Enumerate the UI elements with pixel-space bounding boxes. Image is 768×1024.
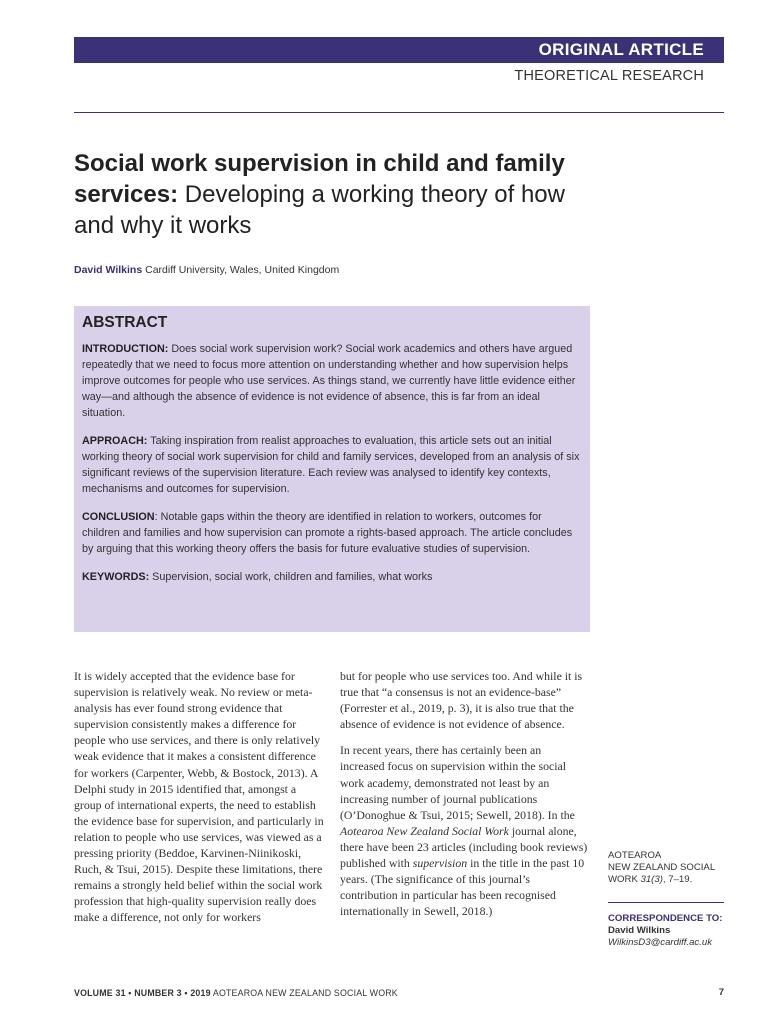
- keywords-text: Supervision, social work, children and families, what works: [149, 571, 433, 583]
- header-divider: [74, 112, 724, 113]
- journal-text: WORK: [608, 874, 641, 885]
- email-text[interactable]: WilkinsD3@cardiff.ac.uk: [608, 937, 713, 948]
- paragraph-text: journal alone, there have been 23 articles (including book reviews) published with: [340, 823, 588, 871]
- body-paragraph: It is widely accepted that the evidence base for supervision is relatively weak. No review or meta-analysis has ever found strong evidence that supervision consistently makes a difference for people who use services, and there is only relatively weak evidence that it makes a consistent difference for workers (Carpenter, Webb, & Bostock, 2013). A Delphi study in 2015 identified that, amongst a group of international experts, the need to establish the evidence base for supervision, and particularly in relation to people who use services, was viewed as a pressing priority (Beddoe, Karvinen-Niinikoski, Ruch, & Tsui, 2015). Despite these limitations, there remains a strongly held belief within the social work profession that high-quality supervision really does make a difference, not only for workers: [74, 669, 324, 925]
- abstract-keywords: [82, 569, 582, 585]
- subsection-label: THEORETICAL RESEARCH: [514, 68, 704, 84]
- journal-citation: [608, 850, 738, 886]
- title-main: Social work supervision in child and family services:: [74, 150, 565, 208]
- journal-line: NEW ZEALAND SOCIAL: [608, 862, 716, 873]
- body-column-right: [340, 668, 588, 929]
- paragraph-text: in the title in the past 10 years. (The significance of this journal’s contribution in particular has been recognised internationally in Sewell, 2018.): [340, 856, 585, 919]
- correspondence-email[interactable]: [608, 937, 738, 949]
- journal-volume: 31(3): [640, 874, 663, 885]
- correspondence-heading: CORRESPONDENCE TO:: [608, 913, 723, 924]
- body-column-left: [74, 668, 326, 936]
- footer-journal: AOTEAROA NEW ZEALAND SOCIAL WORK: [210, 988, 398, 998]
- abstract-heading: ABSTRACT: [82, 314, 168, 331]
- sidebar-divider: [608, 902, 724, 903]
- approach-label: APPROACH:: [82, 435, 148, 447]
- journal-pages: , 7–19.: [662, 874, 693, 885]
- article-title: [74, 148, 594, 241]
- introduction-text: Does social work supervision work? Social work academics and others have argued repeatedly that we need to focus more attention on understanding whether and how supervision helps improve outcomes for people who use services. As things stand, we currently have little evidence either way—and although the absence of evidence is not evidence of absence, this is far from an ideal situation.: [82, 343, 576, 419]
- approach-text: Taking inspiration from realist approaches to evaluation, this article sets out an initial working theory of social work supervision for child and family services, developed from an analysis of six significant reviews of the supervision literature. Each review was analysed to identify key contexts, mechanisms and outcomes for supervision.: [82, 435, 580, 495]
- body-paragraph: [340, 742, 588, 919]
- footer-volume: VOLUME 31 • NUMBER 3 • 2019: [74, 988, 211, 998]
- correspondence-name: David Wilkins: [608, 925, 671, 936]
- correspondence: [608, 913, 738, 949]
- abstract-introduction: [82, 341, 582, 421]
- body-paragraph: but for people who use services too. And while it is true that “a consensus is not an evidence-base” (Forrester et al., 2019, p. 3), it is also true that the absence of evidence is not evidence of absence.: [340, 669, 583, 732]
- author-affiliation: Cardiff University, Wales, United Kingdom: [142, 264, 340, 276]
- journal-name-italic: Aotearoa New Zealand Social Work: [340, 823, 509, 838]
- section-banner: ORIGINAL ARTICLE: [74, 37, 724, 63]
- page-footer: [74, 988, 398, 998]
- paragraph-text: In recent years, there has certainly been an increased focus on supervision within the social work academy, demonstrated not least by an increasing number of journal publications (O’Donoghue & Tsui, 2015; Sewell, 2018). In the: [340, 743, 575, 822]
- abstract-box: [74, 306, 590, 632]
- keywords-label: KEYWORDS:: [82, 571, 150, 583]
- introduction-label: INTRODUCTION:: [82, 343, 169, 355]
- journal-line: [608, 874, 738, 886]
- conclusion-text: : Notable gaps within the theory are identified in relation to workers, outcomes for children and families and how supervision can promote a rights-based approach. The article concludes by arguing that this working theory offers the basis for future evaluative studies of supervision.: [82, 511, 573, 555]
- abstract-approach: [82, 433, 582, 497]
- conclusion-label: CONCLUSION: [82, 511, 155, 523]
- title-subtitle: Developing a working theory of how and why it works: [74, 181, 565, 239]
- journal-line: AOTEAROA: [608, 850, 662, 861]
- page-number: 7: [718, 987, 724, 998]
- term-italic: supervision: [412, 856, 468, 871]
- abstract-conclusion: [82, 509, 582, 557]
- author-line: [74, 264, 339, 276]
- author-name: David Wilkins: [74, 264, 143, 276]
